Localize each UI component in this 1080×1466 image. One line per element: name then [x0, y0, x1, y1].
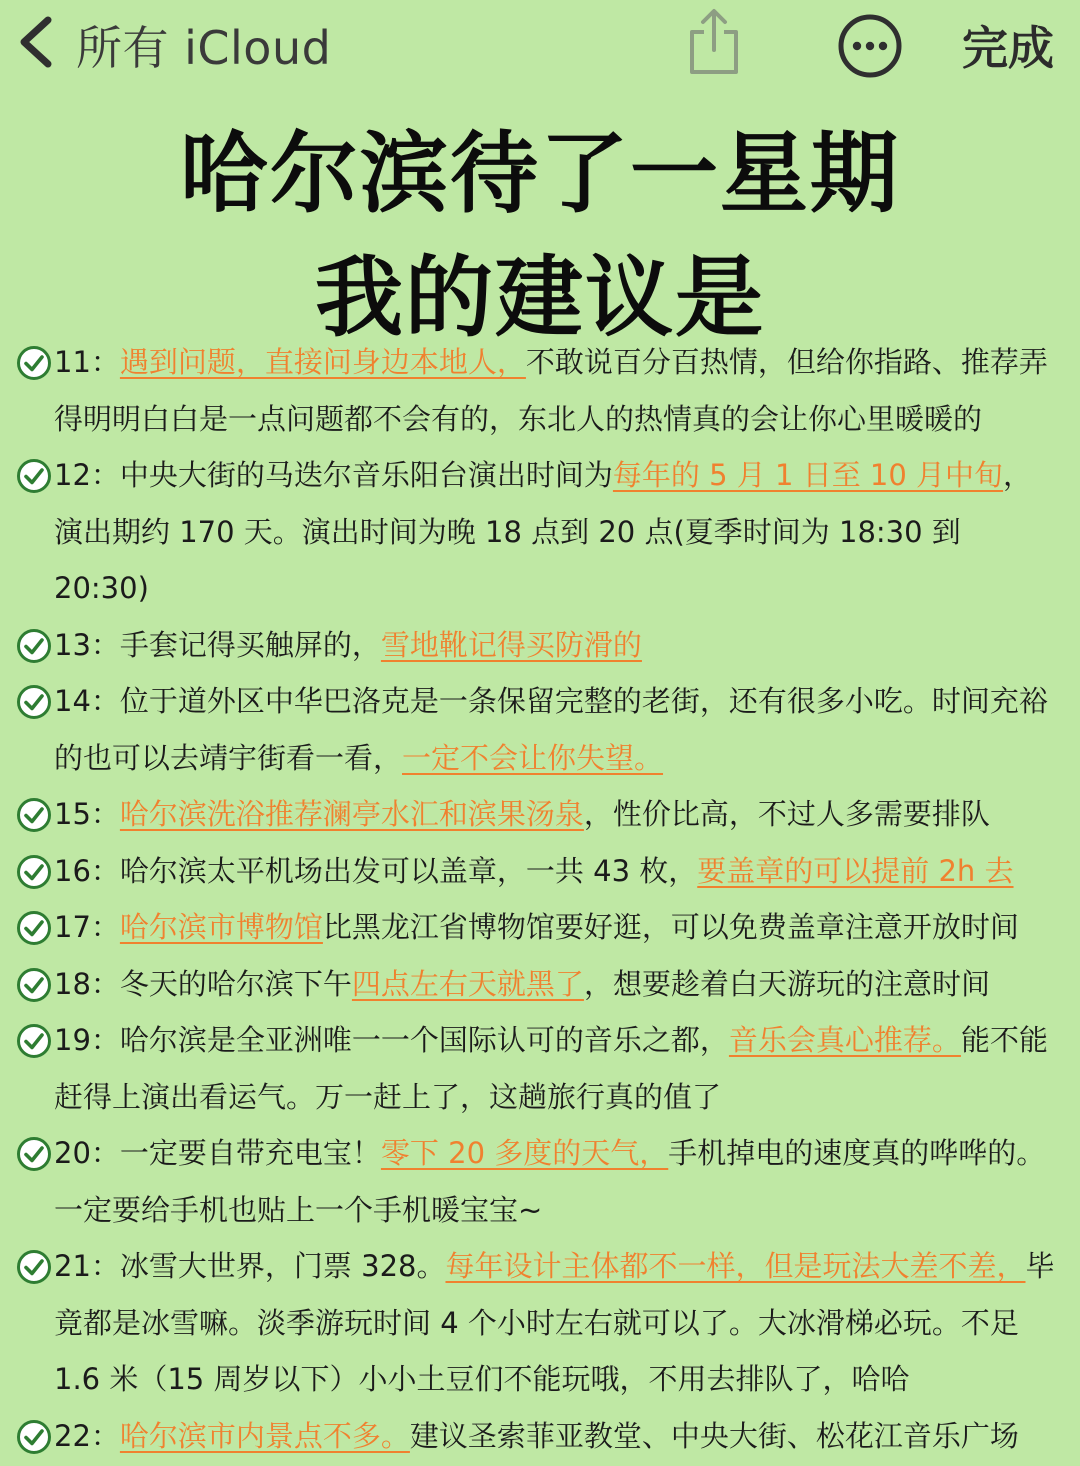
item-text: 冰雪大世界，门票 328。 — [119, 1249, 446, 1283]
check-circle-icon — [16, 797, 52, 833]
item-text: 手机掉电的速度真的哗哗的。一定要给手机也贴上一个手机暖宝宝~ — [54, 1136, 1046, 1227]
highlighted-text: 每年设计主体都不一样，但是玩法大差不差， — [445, 1249, 1026, 1283]
highlighted-text: 雪地靴记得买防滑的 — [380, 627, 642, 662]
check-circle-icon — [16, 628, 52, 664]
item-text: 手套记得买触屏的， — [119, 627, 381, 662]
item-text: ，性价比高，不过人多需要排队 — [583, 797, 990, 831]
navigation-bar — [0, 0, 1080, 90]
check-circle-icon — [16, 854, 52, 890]
done-button[interactable]: 完成 — [962, 21, 1054, 75]
check-circle-icon — [16, 967, 52, 1003]
more-icon[interactable] — [836, 12, 904, 80]
list-item — [0, 673, 1080, 786]
item-number: 11： — [54, 345, 120, 379]
list-item — [0, 899, 1080, 956]
list-item — [0, 334, 1080, 447]
list-item — [0, 447, 1080, 617]
item-number: 21： — [54, 1249, 120, 1283]
item-text: 哈尔滨是全亚洲唯一一个国际认可的音乐之都， — [119, 1023, 729, 1057]
check-circle-icon — [16, 345, 52, 381]
highlighted-text: 哈尔滨洗浴推荐澜亭水汇和滨果汤泉 — [119, 797, 584, 831]
chevron-left-icon[interactable] — [14, 14, 58, 70]
highlighted-text: 一定不会让你失望。 — [402, 740, 664, 775]
check-circle-icon — [16, 458, 52, 494]
item-text: 冬天的哈尔滨下午 — [119, 966, 352, 1001]
list-item — [0, 1238, 1080, 1408]
item-text: ，想要趁着白天游玩的注意时间 — [583, 966, 990, 1001]
item-text: 一定要自带充电宝！ — [119, 1136, 381, 1170]
highlighted-text: 遇到问题，直接问身边本地人， — [119, 345, 526, 379]
share-icon[interactable] — [684, 6, 744, 76]
tips-list — [0, 334, 1080, 1464]
item-number: 18： — [54, 966, 120, 1001]
item-number: 13： — [54, 627, 120, 662]
item-number: 22： — [54, 1418, 120, 1453]
item-text: 能不能赶得上演出看运气。万一赶上了，这趟旅行真的值了 — [54, 1023, 1048, 1114]
item-number: 15： — [54, 797, 120, 831]
page-title-line-1: 哈尔滨待了一星期 — [179, 122, 900, 225]
item-text: 建议圣索菲亚教堂、中央大街、松花江音乐广场 — [409, 1418, 1019, 1453]
item-number: 12： — [54, 458, 120, 492]
page-title-line-2: 我的建议是 — [314, 246, 765, 349]
highlighted-text: 零下 20 多度的天气， — [380, 1136, 669, 1170]
check-circle-icon — [16, 1419, 52, 1455]
item-number: 14： — [54, 684, 120, 718]
check-circle-icon — [16, 684, 52, 720]
list-item — [0, 1012, 1080, 1125]
list-item — [0, 956, 1080, 1013]
check-circle-icon — [16, 910, 52, 946]
highlighted-text: 哈尔滨市博物馆 — [119, 910, 323, 944]
check-circle-icon — [16, 1023, 52, 1059]
item-number: 20： — [54, 1136, 120, 1170]
highlighted-text: 每年的 5 月 1 日至 10 月中旬 — [612, 458, 1004, 492]
item-number: 16： — [54, 853, 120, 888]
item-number: 19： — [54, 1023, 120, 1057]
check-circle-icon — [16, 1249, 52, 1285]
list-item — [0, 786, 1080, 843]
item-text: 毕竟都是冰雪嘛。淡季游玩时间 4 个小时左右就可以了。大冰滑梯必玩。不足 1.6 米（15 周岁以下）小小土豆们不能玩哦，不用去排队了，哈哈 — [54, 1249, 1055, 1396]
list-item — [0, 617, 1080, 674]
highlighted-text: 音乐会真心推荐。 — [728, 1023, 961, 1057]
item-text: 中央大街的马迭尔音乐阳台演出时间为 — [119, 458, 613, 492]
item-text: 位于道外区中华巴洛克是一条保留完整的老街，还有很多小吃。时间充裕的也可以去靖宇街看一看， — [54, 684, 1048, 775]
list-item — [0, 1125, 1080, 1238]
item-text: 不敢说百分百热情，但给你指路、推荐弄得明明白白是一点问题都不会有的，东北人的热情真的会让你心里暖暖的 — [54, 345, 1048, 436]
highlighted-text: 四点左右天就黑了 — [351, 966, 584, 1001]
item-text: 哈尔滨太平机场出发可以盖章，一共 43 枚， — [119, 853, 698, 888]
highlighted-text: 要盖章的可以提前 2h 去 — [697, 853, 1014, 888]
back-button[interactable]: 所有 iCloud — [76, 21, 332, 75]
list-item — [0, 843, 1080, 900]
item-text: ，演出期约 170 天。演出时间为晚 18 点到 20 点(夏季时间为 18:30 到 20:30) — [54, 458, 1033, 605]
item-text: 比黑龙江省博物馆要好逛，可以免费盖章注意开放时间 — [322, 910, 1019, 944]
check-circle-icon — [16, 1136, 52, 1172]
item-number: 17： — [54, 910, 120, 944]
list-item — [0, 1408, 1080, 1465]
highlighted-text: 哈尔滨市内景点不多。 — [119, 1418, 410, 1453]
